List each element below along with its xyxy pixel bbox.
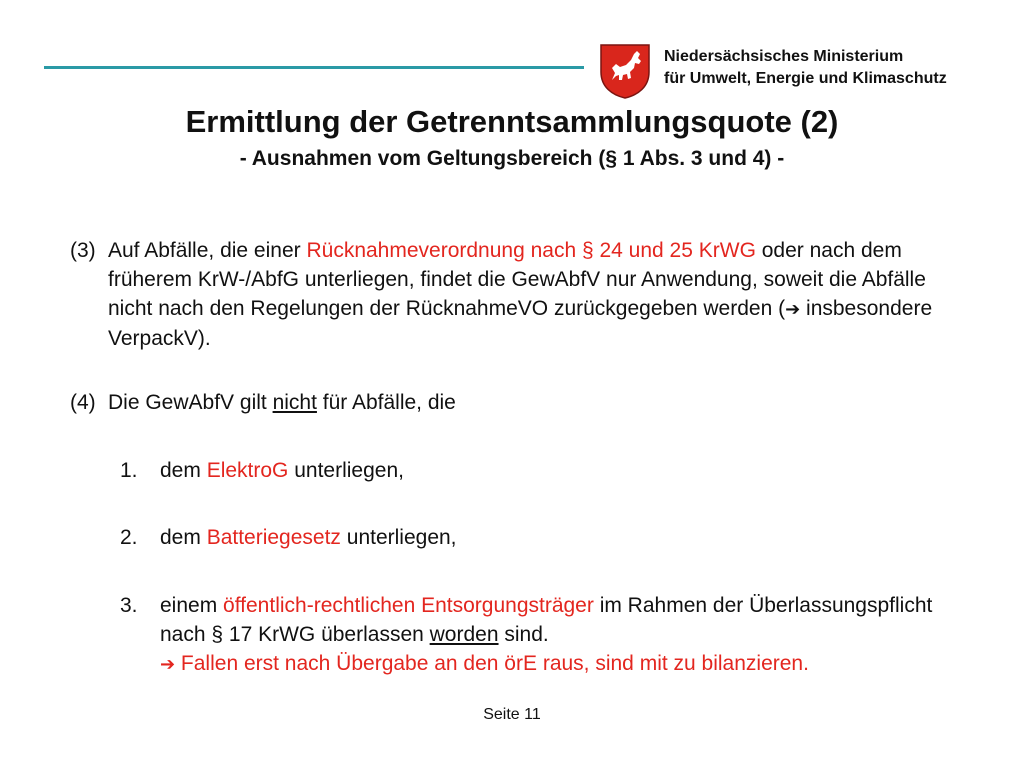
list-item-3-text-part-1: einem bbox=[160, 594, 224, 617]
list-item-1-number: 1. bbox=[120, 459, 138, 482]
header-rule bbox=[44, 66, 584, 69]
list-item-3 bbox=[120, 591, 980, 679]
list-item-1-text-part-2: unterliegen, bbox=[288, 459, 404, 482]
list-item-3-text-part-3: sind. bbox=[498, 623, 549, 646]
ministry-name bbox=[664, 46, 947, 90]
list-item-2 bbox=[120, 523, 980, 552]
list-item-3-text bbox=[160, 591, 980, 679]
paragraph-3-text-part-2: oder nach dem früherem KrW-/AbfG unterliegen, findet die GewAbfV nur Anwendung, soweit die Abfälle nicht nach den Regelungen der RücknahmeVO zurückgegeben werden ( bbox=[108, 239, 926, 320]
list-item-3-underlined: worden bbox=[429, 623, 499, 646]
list-item-2-text bbox=[160, 523, 980, 552]
paragraph-3-number: (3) bbox=[70, 239, 96, 262]
paragraph-3-highlight: Rücknahmeverordnung nach § 24 und 25 KrWG bbox=[306, 239, 756, 262]
paragraph-4-text bbox=[108, 388, 970, 417]
slide-title: Ermittlung der Getrenntsammlungsquote (2) bbox=[185, 104, 839, 139]
paragraph-4-text-part-1: Die GewAbfV gilt bbox=[108, 391, 273, 414]
paragraph-3-text bbox=[108, 236, 970, 353]
paragraph-4-text-part-2: für Abfälle, die bbox=[316, 391, 456, 414]
page-number: Seite 11 bbox=[483, 706, 541, 723]
paragraph-3-text-part-3: insbesondere VerpackV). bbox=[108, 297, 933, 350]
list-item-2-text-part-1: dem bbox=[160, 526, 207, 549]
list-item-1-highlight: ElektroG bbox=[206, 459, 289, 482]
list-item-1-text-part-1: dem bbox=[160, 459, 207, 482]
list-item-2-number: 2. bbox=[120, 526, 138, 549]
arrow-right-icon: ➔ bbox=[785, 299, 801, 320]
list-item-3-highlight: öffentlich-rechtlichen Entsorgungsträger bbox=[223, 594, 594, 617]
paragraph-3-text-part-1: Auf Abfälle, die einer bbox=[108, 239, 307, 262]
ministry-line-1: Niedersächsisches Ministerium bbox=[664, 48, 904, 65]
ministry-line-2: für Umwelt, Energie und Klimaschutz bbox=[664, 70, 947, 87]
paragraph-3 bbox=[70, 236, 970, 353]
paragraph-4-underlined: nicht bbox=[272, 391, 317, 414]
list-item-1 bbox=[120, 456, 980, 485]
arrow-right-icon: ➔ bbox=[160, 654, 176, 675]
list-item-3-number: 3. bbox=[120, 594, 138, 617]
lower-saxony-horse-crest-icon bbox=[598, 42, 652, 100]
list-item-2-highlight: Batteriegesetz bbox=[206, 526, 341, 549]
list-item-2-text-part-2: unterliegen, bbox=[340, 526, 457, 549]
paragraph-4-number: (4) bbox=[70, 391, 96, 414]
list-item-3-note: Fallen erst nach Übergabe an den örE raus, sind mit zu bilanzieren. bbox=[175, 652, 809, 675]
list-item-1-text bbox=[160, 456, 980, 485]
paragraph-4 bbox=[70, 388, 970, 417]
list-item-3-text-part-2: im Rahmen der Überlassungspflicht nach § 17 KrWG überlassen bbox=[160, 594, 933, 646]
slide-subtitle: - Ausnahmen vom Geltungsbereich (§ 1 Abs. 3 und 4) - bbox=[239, 147, 785, 170]
